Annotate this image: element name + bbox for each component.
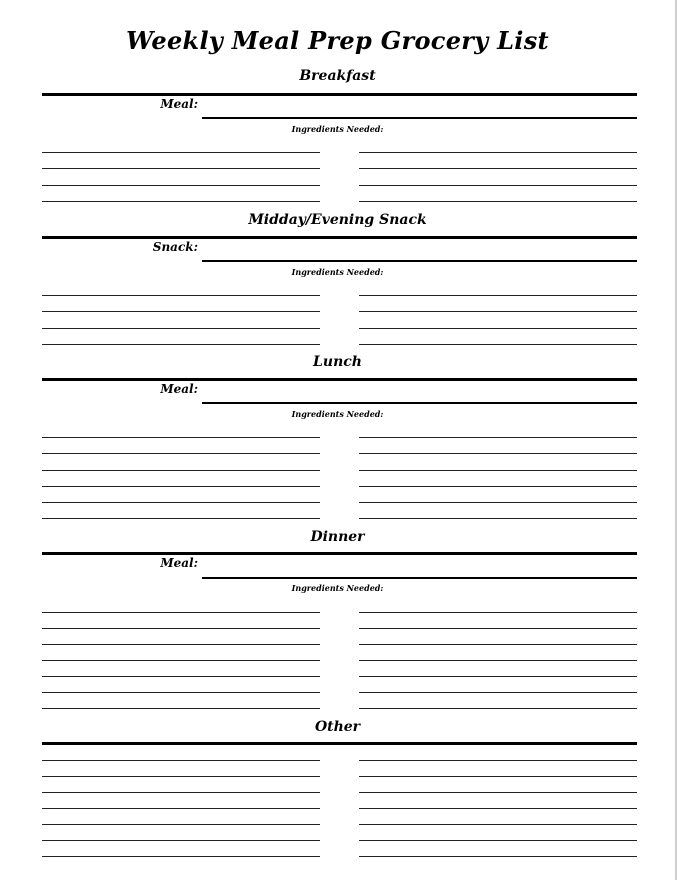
meal-input-line[interactable] (202, 577, 637, 579)
ingredient-line[interactable] (42, 692, 320, 693)
ingredient-line[interactable] (359, 518, 637, 519)
ingredient-line[interactable] (359, 311, 637, 312)
ingredient-line[interactable] (42, 612, 320, 613)
ingredient-line[interactable] (359, 344, 637, 345)
ingredient-line[interactable] (42, 295, 320, 296)
ingredient-line[interactable] (42, 185, 320, 186)
ingredient-line[interactable] (42, 644, 320, 645)
ingredient-line[interactable] (42, 453, 320, 454)
meal-label: Meal: (160, 97, 198, 111)
ingredient-line[interactable] (359, 295, 637, 296)
ingredient-line[interactable] (359, 201, 637, 202)
ingredient-line[interactable] (359, 792, 637, 793)
ingredient-line[interactable] (42, 470, 320, 471)
section-divider (42, 552, 637, 555)
ingredients-label: Ingredients Needed: (291, 583, 384, 593)
ingredient-line[interactable] (42, 328, 320, 329)
meal-label: Meal: (160, 556, 198, 570)
ingredient-line[interactable] (359, 676, 637, 677)
ingredient-line[interactable] (42, 792, 320, 793)
ingredient-line[interactable] (42, 856, 320, 857)
ingredient-line[interactable] (359, 437, 637, 438)
ingredient-line[interactable] (359, 840, 637, 841)
ingredient-line[interactable] (42, 660, 320, 661)
ingredient-line[interactable] (359, 856, 637, 857)
ingredient-line[interactable] (42, 518, 320, 519)
ingredient-line[interactable] (42, 760, 320, 761)
ingredient-line[interactable] (359, 692, 637, 693)
snack-label: Snack: (152, 240, 198, 254)
section-title-dinner: Dinner (310, 529, 365, 545)
ingredient-line[interactable] (42, 628, 320, 629)
ingredient-line[interactable] (359, 612, 637, 613)
section-title-other: Other (314, 719, 361, 735)
ingredient-line[interactable] (359, 486, 637, 487)
ingredient-line[interactable] (359, 502, 637, 503)
ingredient-line[interactable] (42, 168, 320, 169)
section-divider (42, 378, 637, 381)
ingredient-line[interactable] (359, 168, 637, 169)
ingredient-line[interactable] (359, 328, 637, 329)
ingredient-line[interactable] (359, 760, 637, 761)
ingredient-line[interactable] (42, 437, 320, 438)
ingredient-line[interactable] (359, 660, 637, 661)
ingredient-line[interactable] (42, 502, 320, 503)
snack-input-line[interactable] (202, 260, 637, 262)
ingredients-label: Ingredients Needed: (291, 124, 384, 134)
ingredient-line[interactable] (42, 152, 320, 153)
ingredient-line[interactable] (359, 470, 637, 471)
ingredient-line[interactable] (42, 311, 320, 312)
ingredient-line[interactable] (359, 628, 637, 629)
section-title-lunch: Lunch (313, 354, 362, 370)
section-title-snack: Midday/Evening Snack (248, 212, 427, 228)
ingredient-line[interactable] (359, 453, 637, 454)
ingredient-line[interactable] (42, 708, 320, 709)
ingredient-line[interactable] (359, 808, 637, 809)
ingredient-line[interactable] (42, 840, 320, 841)
ingredients-label: Ingredients Needed: (291, 409, 384, 419)
section-divider (42, 236, 637, 239)
ingredient-line[interactable] (359, 824, 637, 825)
ingredient-line[interactable] (359, 776, 637, 777)
page-title: Weekly Meal Prep Grocery List (126, 26, 549, 55)
meal-label: Meal: (160, 382, 198, 396)
section-divider (42, 93, 637, 96)
ingredient-line[interactable] (359, 185, 637, 186)
ingredient-line[interactable] (42, 824, 320, 825)
ingredient-line[interactable] (42, 776, 320, 777)
ingredient-line[interactable] (359, 708, 637, 709)
section-divider (42, 742, 637, 745)
meal-input-line[interactable] (202, 402, 637, 404)
ingredient-line[interactable] (42, 344, 320, 345)
ingredient-line[interactable] (359, 152, 637, 153)
ingredients-label: Ingredients Needed: (291, 267, 384, 277)
ingredient-line[interactable] (42, 676, 320, 677)
section-title-breakfast: Breakfast (299, 68, 376, 84)
ingredient-line[interactable] (359, 644, 637, 645)
meal-input-line[interactable] (202, 117, 637, 119)
ingredient-line[interactable] (42, 808, 320, 809)
ingredient-line[interactable] (42, 201, 320, 202)
ingredient-line[interactable] (42, 486, 320, 487)
